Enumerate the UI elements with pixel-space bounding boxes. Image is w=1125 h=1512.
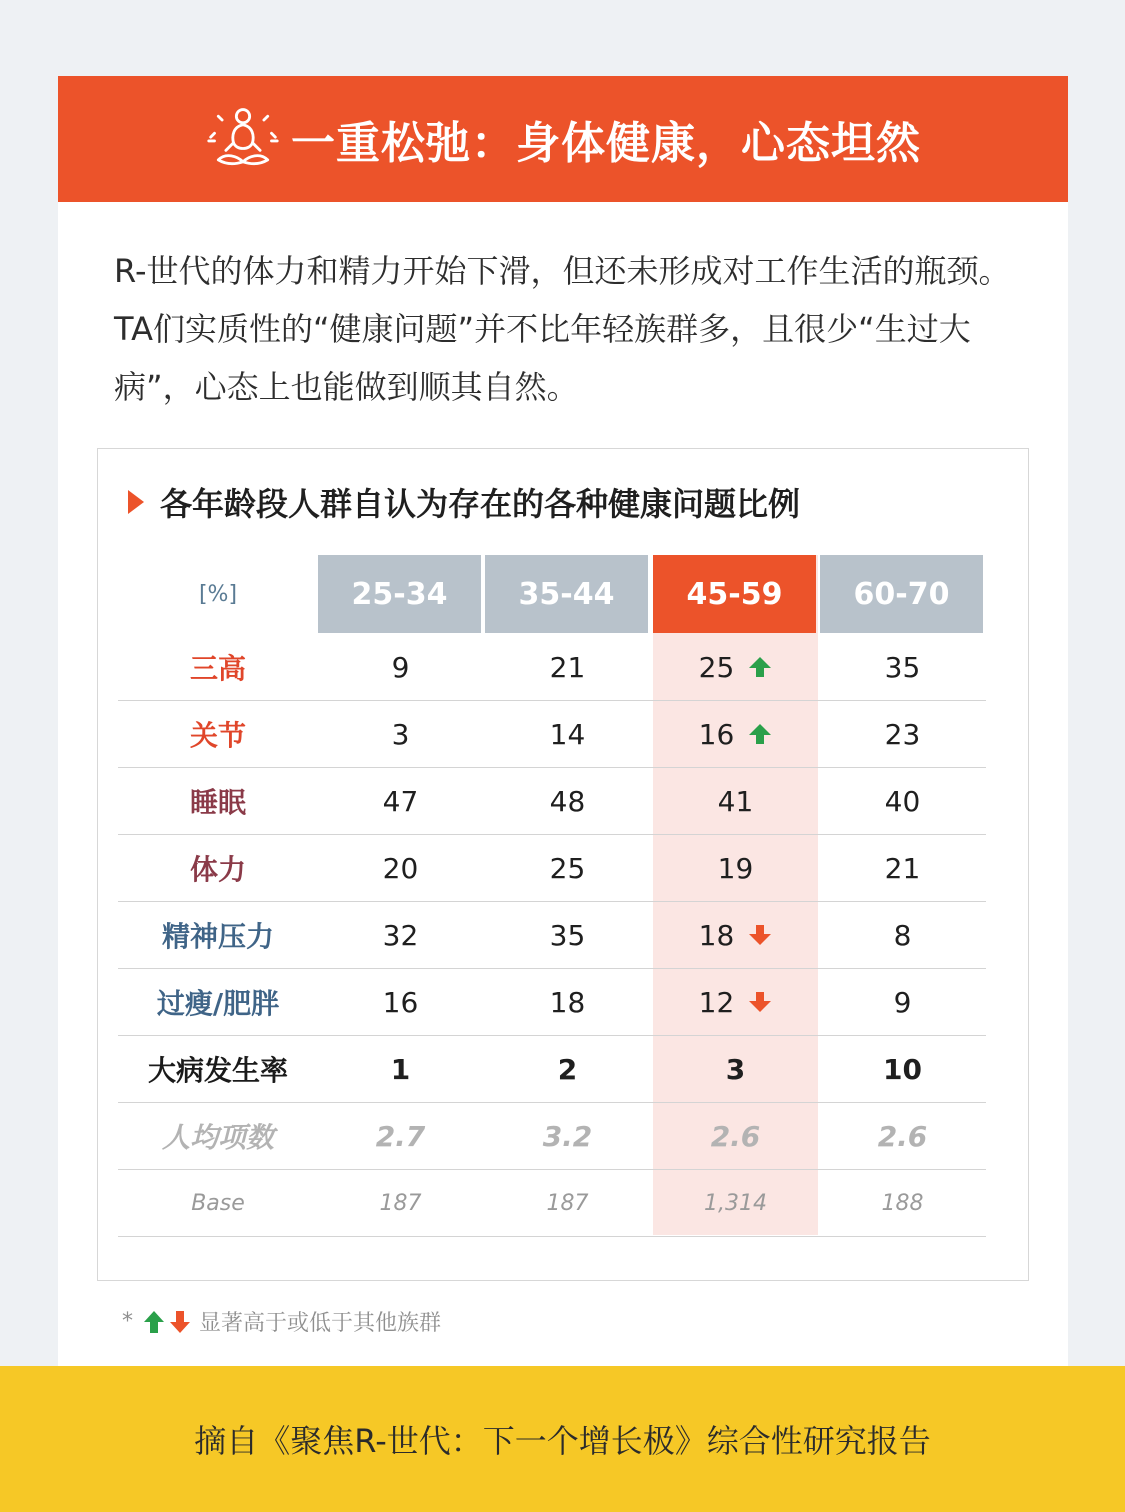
table-cell <box>820 768 985 834</box>
table-row <box>118 768 986 835</box>
cell-value: 187 <box>546 1190 589 1216</box>
row-label: 三高 <box>189 652 246 685</box>
cell-value: 14 <box>549 717 586 751</box>
table-cell <box>820 634 985 700</box>
table-cell <box>485 969 650 1035</box>
table-cell <box>653 1170 818 1236</box>
table-cell <box>653 969 818 1035</box>
row-label: Base <box>191 1190 245 1216</box>
table-cell <box>820 835 985 901</box>
cell-value: 20 <box>382 851 419 885</box>
column-header-60-70: 60-70 <box>820 555 983 633</box>
table-panel <box>97 448 1029 1281</box>
table-cell <box>318 969 483 1035</box>
row-label: 体力 <box>189 853 246 886</box>
row-divider <box>118 1236 986 1237</box>
table-row <box>118 835 986 902</box>
cell-value: 18 <box>549 985 586 1019</box>
cell-value: 1,314 <box>704 1190 767 1216</box>
cell-value: 32 <box>382 918 419 952</box>
cell-value: 48 <box>549 784 586 818</box>
section-banner <box>58 76 1068 202</box>
up-arrow-icon <box>748 655 772 679</box>
column-header-35-44: 35-44 <box>485 555 648 633</box>
source-text: 摘自《聚焦R-世代：下一个增长极》综合性研究报告 <box>194 1422 931 1460</box>
up-arrow-icon <box>143 1310 165 1334</box>
cell-value: 10 <box>883 1052 922 1086</box>
cell-value: 16 <box>698 717 735 751</box>
table-row <box>118 1103 986 1170</box>
row-label: 精神压力 <box>161 920 274 953</box>
table-cell <box>820 1170 985 1236</box>
table-cell <box>485 634 650 700</box>
cell-value: 188 <box>881 1190 924 1216</box>
cell-value: 21 <box>549 650 586 684</box>
table-cell <box>318 1036 483 1102</box>
cell-value: 187 <box>379 1190 422 1216</box>
table-cell <box>485 1103 650 1169</box>
cell-value: 3 <box>391 717 410 751</box>
table-cell <box>653 768 818 834</box>
cell-value: 16 <box>382 985 419 1019</box>
cell-value: 40 <box>884 784 921 818</box>
column-header-45-59: 45-59 <box>653 555 816 633</box>
cell-value: 3.2 <box>542 1119 593 1153</box>
cell-value: 25 <box>698 650 735 684</box>
cell-value: 47 <box>382 784 419 818</box>
cell-value: 21 <box>884 851 921 885</box>
table-row <box>118 1170 986 1237</box>
cell-value: 25 <box>549 851 586 885</box>
cell-value: 19 <box>717 851 754 885</box>
cell-value: 2.6 <box>710 1119 761 1153</box>
cell-value: 18 <box>698 918 735 952</box>
table-cell <box>485 1036 650 1102</box>
table-cell <box>653 1036 818 1102</box>
table-row <box>118 902 986 969</box>
row-label: 关节 <box>189 719 246 752</box>
cell-value: 2.6 <box>877 1119 928 1153</box>
table-cell <box>485 768 650 834</box>
table-cell <box>318 768 483 834</box>
table-row <box>118 634 986 701</box>
table-cell <box>820 1103 985 1169</box>
cell-value: 41 <box>717 784 754 818</box>
row-label: 人均项数 <box>161 1121 274 1154</box>
table-cell <box>318 1103 483 1169</box>
cell-value: 8 <box>893 918 912 952</box>
table-cell <box>820 701 985 767</box>
down-arrow-icon <box>748 990 772 1014</box>
up-arrow-icon <box>748 722 772 746</box>
down-arrow-icon <box>748 923 772 947</box>
table-cell <box>318 634 483 700</box>
table-cell <box>318 701 483 767</box>
table-cell <box>485 835 650 901</box>
table-cell <box>820 902 985 968</box>
cell-value: 3 <box>725 1052 746 1086</box>
cell-value: 9 <box>391 650 410 684</box>
table-row <box>118 969 986 1036</box>
table-cell <box>318 902 483 968</box>
source-footer <box>0 1366 1125 1512</box>
cell-value: 9 <box>893 985 912 1019</box>
table-cell <box>653 634 818 700</box>
table-cell <box>318 835 483 901</box>
row-label: 过瘦/肥胖 <box>156 987 280 1020</box>
table-cell <box>653 902 818 968</box>
footnote-text: 显著高于或低于其他族群 <box>199 1311 442 1336</box>
row-label: 睡眠 <box>189 786 246 819</box>
intro-paragraph: R-世代的体力和精力开始下滑，但还未形成对工作生活的瓶颈。TA们实质性的“健康问题”并不比年轻族群多，且很少“生过大病”，心态上也能做到顺其自然。 <box>114 252 1011 406</box>
meditation-icon <box>205 101 281 177</box>
table-cell <box>485 701 650 767</box>
cell-value: 2.7 <box>375 1119 426 1153</box>
table-cell <box>653 701 818 767</box>
table-cell <box>653 835 818 901</box>
triangle-bullet-icon <box>128 490 144 514</box>
table-cell <box>653 1103 818 1169</box>
cell-value: 2 <box>557 1052 578 1086</box>
cell-value: 35 <box>884 650 921 684</box>
table-cell <box>820 969 985 1035</box>
cell-value: 35 <box>549 918 586 952</box>
table-title: 各年龄段人群自认为存在的各种健康问题比例 <box>160 485 801 523</box>
footnote <box>122 1306 441 1337</box>
table-title-row <box>128 479 800 525</box>
footnote-star: * <box>122 1309 133 1334</box>
column-header-25-34: 25-34 <box>318 555 481 633</box>
cell-value: 23 <box>884 717 921 751</box>
table-cell <box>318 1170 483 1236</box>
cell-value: 1 <box>390 1052 411 1086</box>
table-cell <box>485 1170 650 1236</box>
table-cell <box>485 902 650 968</box>
row-label: 大病发生率 <box>147 1054 288 1087</box>
banner-title: 一重松弛：身体健康，心态坦然 <box>291 118 921 169</box>
table-cell <box>820 1036 985 1102</box>
cell-value: 12 <box>698 985 735 1019</box>
table-row <box>118 1036 986 1103</box>
unit-label: [%] <box>198 581 238 607</box>
table-row <box>118 701 986 768</box>
down-arrow-icon <box>169 1310 191 1334</box>
